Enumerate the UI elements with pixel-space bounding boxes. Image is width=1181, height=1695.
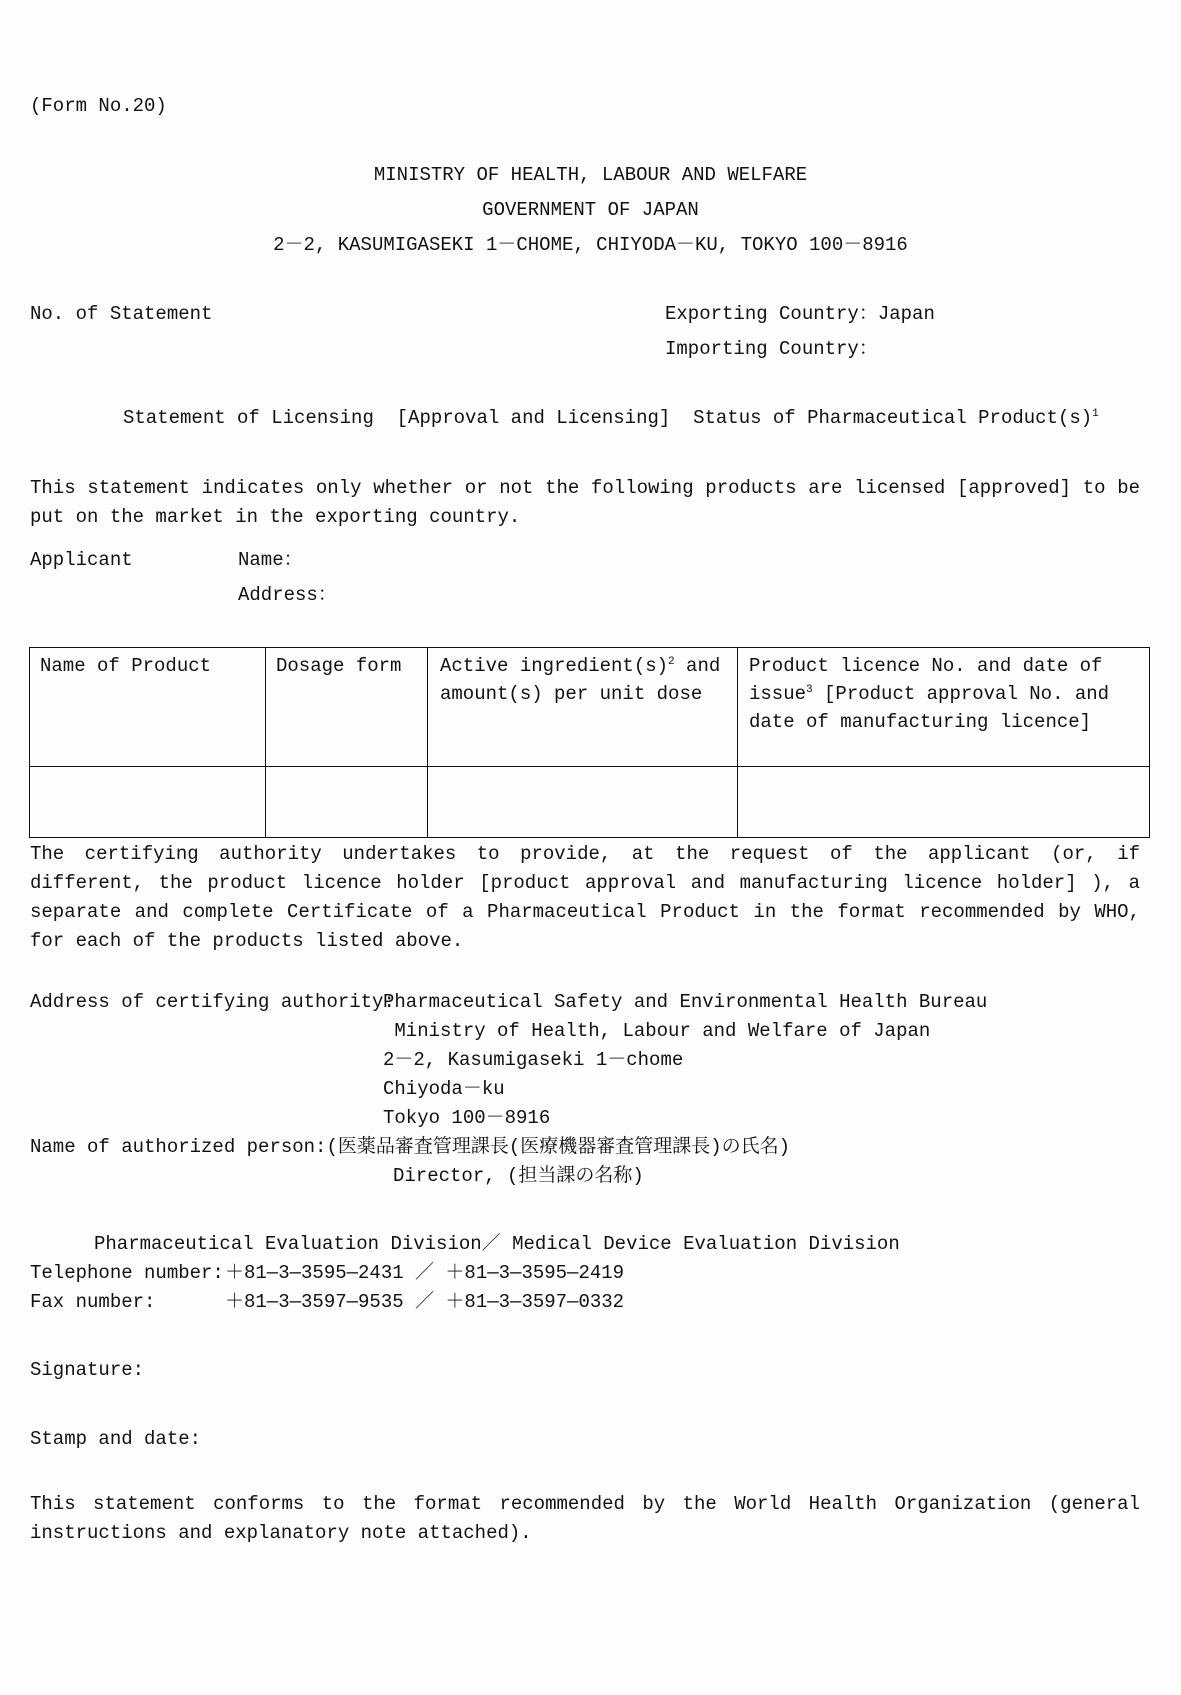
signature-label: Signature: xyxy=(30,1359,145,1381)
stamp-date-label: Stamp and date: xyxy=(30,1428,202,1450)
authority-line-4: Chiyoda－ku xyxy=(383,1078,505,1100)
cell-product-licence[interactable] xyxy=(749,772,1145,832)
importing-country xyxy=(665,337,878,361)
authorized-person-label: Name of authorized person: xyxy=(30,1136,327,1158)
header-active-ingredients: Active $ingredient(s)^2$ and amount(s) per unit dose xyxy=(440,655,721,705)
cell-product-name[interactable] xyxy=(40,772,260,832)
authorized-person-value: (医薬品審査管理課長(医療機器審査管理課長)の氏名) xyxy=(326,1136,791,1158)
authorized-person xyxy=(30,1135,790,1159)
header-name-of-product: Name of Product xyxy=(40,655,212,677)
intro-paragraph: This statement indicates only whether or not the following products are licensed [approved] to be put on the market in the exporting country. xyxy=(30,477,1140,528)
fax-label: Fax number: xyxy=(30,1291,156,1313)
form-number: (Form No.20) xyxy=(30,95,167,117)
telephone-value: ＋81―3―3595―2431 ／ ＋81―3―3595―2419 xyxy=(225,1262,625,1284)
product-table xyxy=(29,647,1150,838)
applicant-label: Applicant xyxy=(30,549,133,571)
authority-line-3: 2－2, Kasumigaseki 1－chome xyxy=(383,1049,684,1071)
undertaking-paragraph: The certifying authority undertakes to provide, at the request of the applicant (or, if different, the product licence holder [product approval and manufacturing licence holder] ), a separate and complete Certificate of a Pharmaceutical Product in the format recommended by WHO, for each of the products listed above. xyxy=(30,843,1140,952)
authority-line-2: Ministry of Health, Labour and Welfare of Japan xyxy=(383,1020,931,1042)
conformance-paragraph: This statement conforms to the format recommended by the World Health Organization (general instructions and explanatory note attached). xyxy=(30,1493,1140,1544)
importing-country-label: Importing Country： xyxy=(665,338,878,360)
statement-number-label: No. of Statement xyxy=(30,303,213,325)
applicant-name-label: Name： xyxy=(238,549,303,571)
authority-line-1: Pharmaceutical Safety and Environmental Health Bureau xyxy=(383,991,988,1013)
header-dosage-form: Dosage form xyxy=(276,655,402,677)
cell-active-ingredients[interactable] xyxy=(440,772,735,832)
table-divider xyxy=(265,648,266,837)
applicant-address-label: Address： xyxy=(238,584,337,606)
footnote-ref: 1 xyxy=(1092,408,1099,420)
ministry-name: MINISTRY OF HEALTH, LABOUR AND WELFARE xyxy=(373,164,808,186)
table-divider xyxy=(737,648,738,837)
ministry-address: 2－2, KASUMIGASEKI 1－CHOME, CHIYODA－KU, TOKYO 100－8916 xyxy=(273,234,908,256)
exporting-country-label: Exporting Country： xyxy=(665,303,878,325)
exporting-country xyxy=(665,302,935,326)
fax-value: ＋81―3―3597―9535 ／ ＋81―3―3597―0332 xyxy=(225,1291,625,1313)
authority-address-label: Address of certifying authority: xyxy=(30,991,395,1013)
statement-title: Statement of Licensing [Approval and Licensing] Status of Pharmaceutical $Product(s)^1$ xyxy=(123,407,1099,429)
division-name: Pharmaceutical Evaluation Division／ Medical Device Evaluation Division xyxy=(94,1233,900,1255)
cell-dosage-form[interactable] xyxy=(276,772,426,832)
exporting-country-value[interactable]: Japan xyxy=(877,303,935,325)
government-name: GOVERNMENT OF JAPAN xyxy=(482,199,699,221)
authorized-person-title: Director, (担当課の名称) xyxy=(393,1165,644,1187)
header-product-licence: Product licence No. and date of issue$^3$ [Product approval No. and date of manufacturing licence] xyxy=(749,655,1110,733)
table-divider xyxy=(427,648,428,837)
authority-line-5: Tokyo 100－8916 xyxy=(383,1107,551,1129)
table-divider xyxy=(30,766,1149,767)
telephone-label: Telephone number: xyxy=(30,1262,224,1284)
